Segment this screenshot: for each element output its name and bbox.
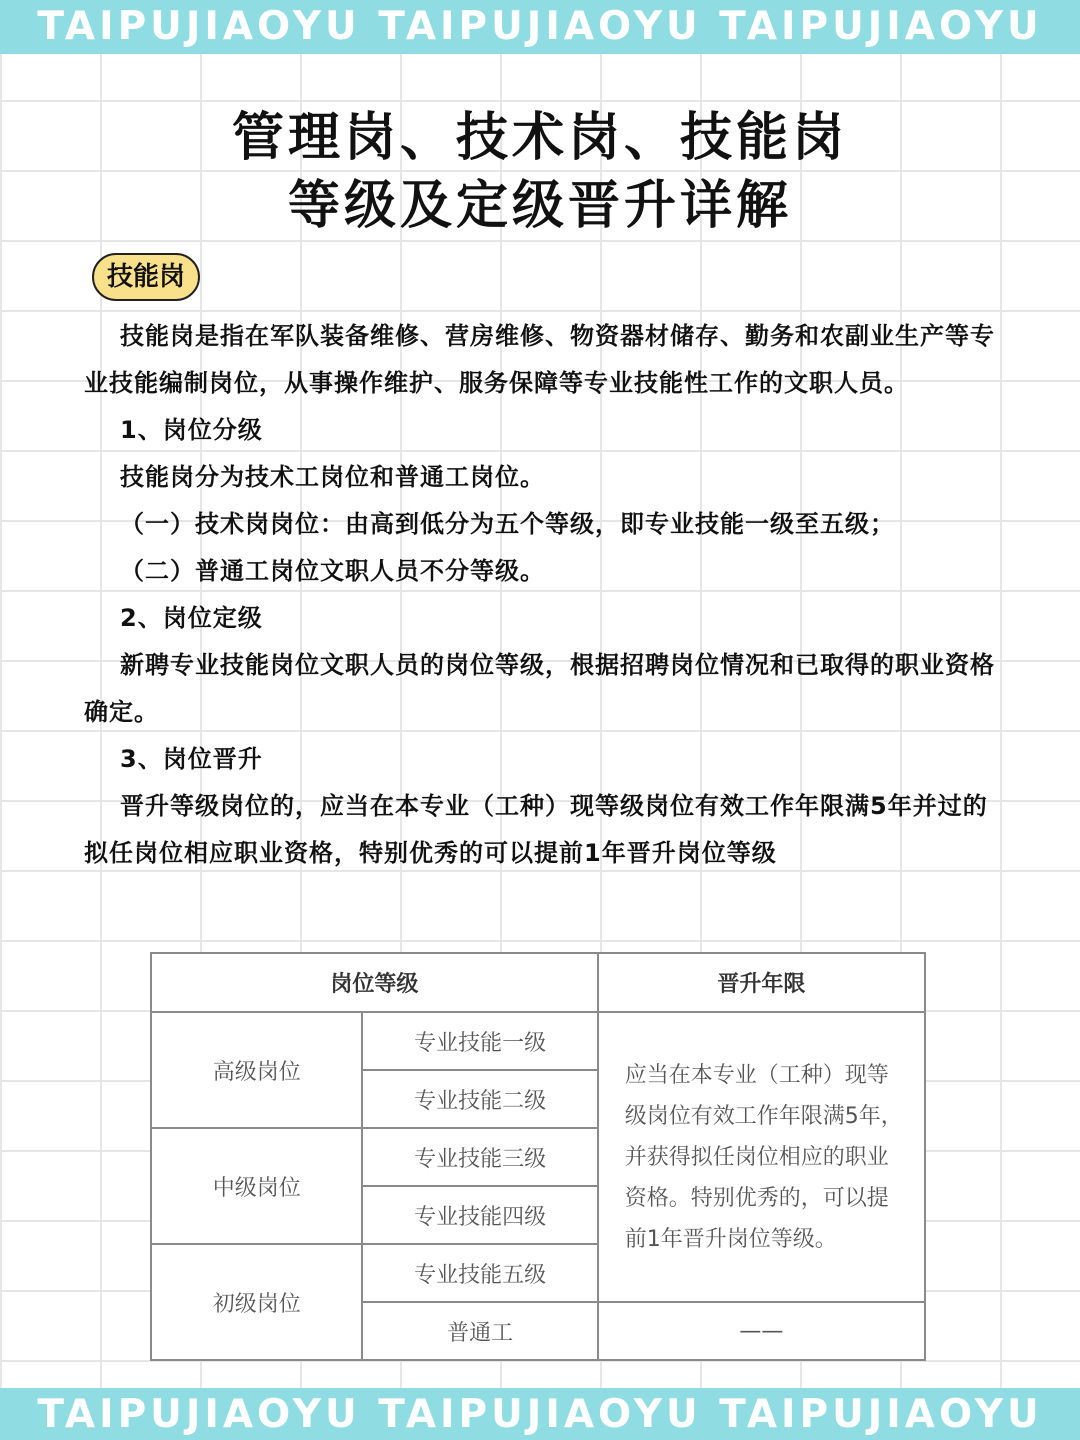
heading-grading: 1、岗位分级 — [120, 416, 263, 444]
placement-paragraph: 新聘专业技能岗位文职人员的岗位等级，根据招聘岗位情况和已取得的职业资格确定。 — [84, 651, 995, 726]
intro-paragraph: 技能岗是指在军队装备维修、营房维修、物资器材储存、勤务和农副业生产等专业技能编制岗位，从事操作维护、服务保障等专业技能性工作的文职人员。 — [84, 322, 995, 397]
section-tag: 技能岗 — [92, 253, 200, 301]
level-ordinary: 普通工 — [362, 1302, 597, 1360]
level-5: 专业技能五级 — [362, 1244, 597, 1302]
ordinary-note: —— — [598, 1302, 925, 1360]
table-header-row — [151, 953, 925, 1012]
level-4: 专业技能四级 — [362, 1186, 597, 1244]
group-junior: 初级岗位 — [151, 1244, 362, 1360]
header-promotion-years: 晋升年限 — [598, 953, 925, 1012]
page-title — [0, 104, 1080, 240]
table-row — [151, 1012, 925, 1070]
grading-paragraph: 技能岗分为技术工岗位和普通工岗位。 — [120, 463, 545, 491]
header-grade: 岗位等级 — [151, 953, 598, 1012]
group-senior: 高级岗位 — [151, 1012, 362, 1128]
heading-placement: 2、岗位定级 — [120, 604, 263, 632]
promotion-note: 应当在本专业（工种）现等级岗位有效工作年限满5年，并获得拟任岗位相应的职业资格。特别优秀的，可以提前1年晋升岗位等级。 — [598, 1012, 925, 1302]
heading-promotion: 3、岗位晋升 — [120, 745, 263, 773]
grade-table — [150, 952, 926, 1361]
level-2: 专业技能二级 — [362, 1070, 597, 1128]
grading-item-1: （一）技术岗岗位：由高到低分为五个等级，即专业技能一级至五级； — [120, 510, 895, 538]
group-intermediate: 中级岗位 — [151, 1128, 362, 1244]
bottom-watermark-banner: TAIPUJIAOYU TAIPUJIAOYU TAIPUJIAOYU — [0, 1388, 1080, 1440]
title-line-2: 等级及定级晋升详解 — [287, 176, 792, 236]
article-body — [84, 313, 1004, 877]
level-3: 专业技能三级 — [362, 1128, 597, 1186]
promotion-paragraph: 晋升等级岗位的，应当在本专业（工种）现等级岗位有效工作年限满5年并过的拟任岗位相应职业资格，特别优秀的可以提前1年晋升岗位等级 — [84, 792, 988, 867]
grading-item-2: （二）普通工岗位文职人员不分等级。 — [120, 557, 545, 585]
level-1: 专业技能一级 — [362, 1012, 597, 1070]
title-line-1: 管理岗、技术岗、技能岗 — [231, 108, 848, 168]
top-watermark-banner: TAIPUJIAOYU TAIPUJIAOYU TAIPUJIAOYU — [0, 0, 1080, 54]
